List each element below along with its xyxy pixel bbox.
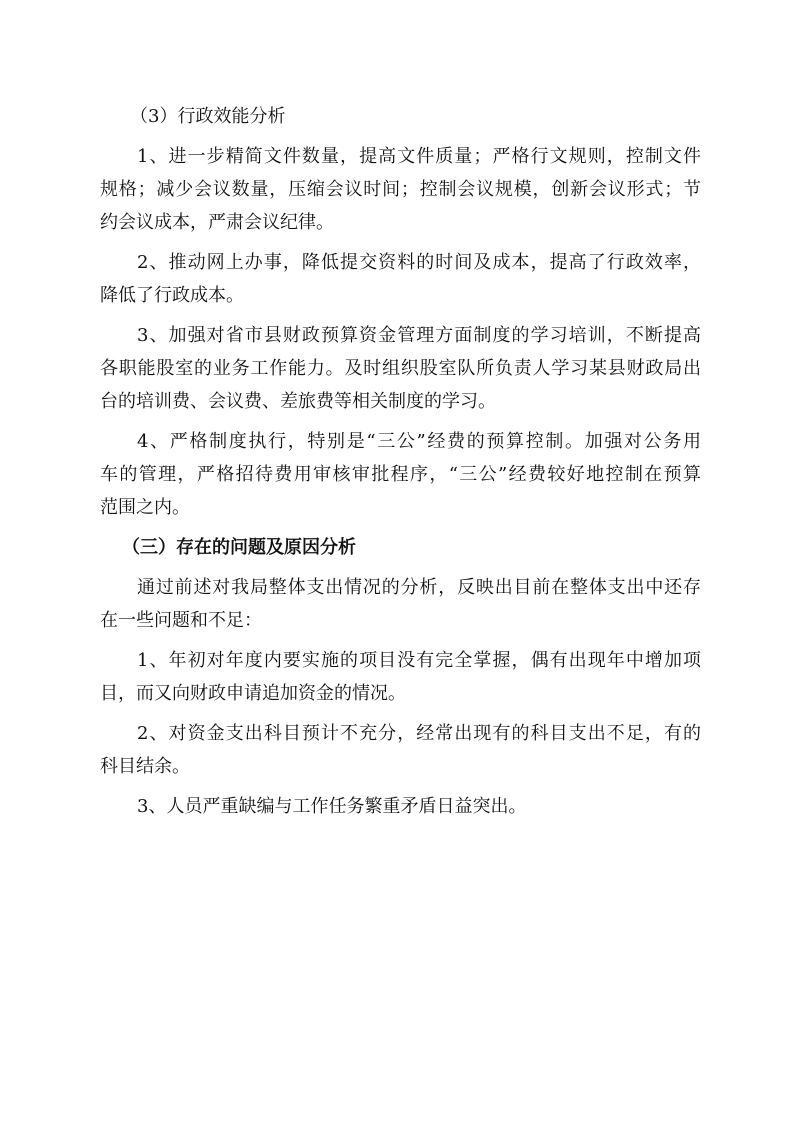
text-line: 1、进一步精简文件数量，提高文件质量；严格行文规则，控制文件 [137, 146, 701, 167]
text-line: 科目结余。 [100, 756, 190, 777]
text-line: 在一些问题和不足： [100, 610, 262, 631]
section-heading-problems [100, 531, 701, 564]
paragraph-item-1 [100, 140, 701, 239]
paragraph-problem-3 [100, 790, 701, 823]
paragraph-item-3 [100, 319, 701, 418]
text-line: 通过前述对我局整体支出情况的分析，反映出目前在整体支出中还存 [137, 577, 701, 598]
text-line: 降低了行政成本。 [100, 285, 244, 306]
text-line: 规格；减少会议数量，压缩会议时间；控制会议规模，创新会议形式；节 [100, 179, 701, 200]
subheading-text: （3）行政效能分析 [130, 106, 286, 127]
text-line: 2、对资金支出科目预计不充分，经常出现有的科目支出不足，有的 [137, 723, 701, 744]
text-line: 目，而又向财政申请追加资金的情况。 [100, 683, 406, 704]
paragraph-problem-2 [100, 717, 701, 783]
text-line: 3、人员严重缺编与工作任务繁重矛盾日益突出。 [137, 796, 527, 817]
paragraph-item-4 [100, 425, 701, 524]
text-line: 4、严格制度执行，特别是“三公”经费的预算控制。加强对公务用 [137, 431, 701, 452]
text-line: 3、加强对省市县财政预算资金管理方面制度的学习培训，不断提高 [137, 325, 701, 346]
text-line: 范围之内。 [100, 497, 190, 518]
paragraph-problems-intro [100, 571, 701, 637]
paragraph-item-2 [100, 246, 701, 312]
document-page [100, 100, 701, 830]
text-line: 台的培训费、会议费、差旅费等相关制度的学习。 [100, 391, 496, 412]
paragraph-problem-1 [100, 644, 701, 710]
subheading-admin-efficiency [100, 100, 701, 133]
text-line: 车的管理，严格招待费用审核审批程序，“三公”经费较好地控制在预算 [100, 464, 701, 485]
text-line: 1、年初对年度内要实施的项目没有完全掌握，偶有出现年中增加项 [137, 650, 701, 671]
text-line: 约会议成本，严肃会议纪律。 [100, 212, 334, 233]
section-heading-text: （三）存在的问题及原因分析 [122, 537, 356, 558]
text-line: 各职能股室的业务工作能力。及时组织股室队所负责人学习某县财政局出 [100, 358, 701, 379]
text-line: 2、推动网上办事，降低提交资料的时间及成本，提高了行政效率， [137, 252, 701, 273]
